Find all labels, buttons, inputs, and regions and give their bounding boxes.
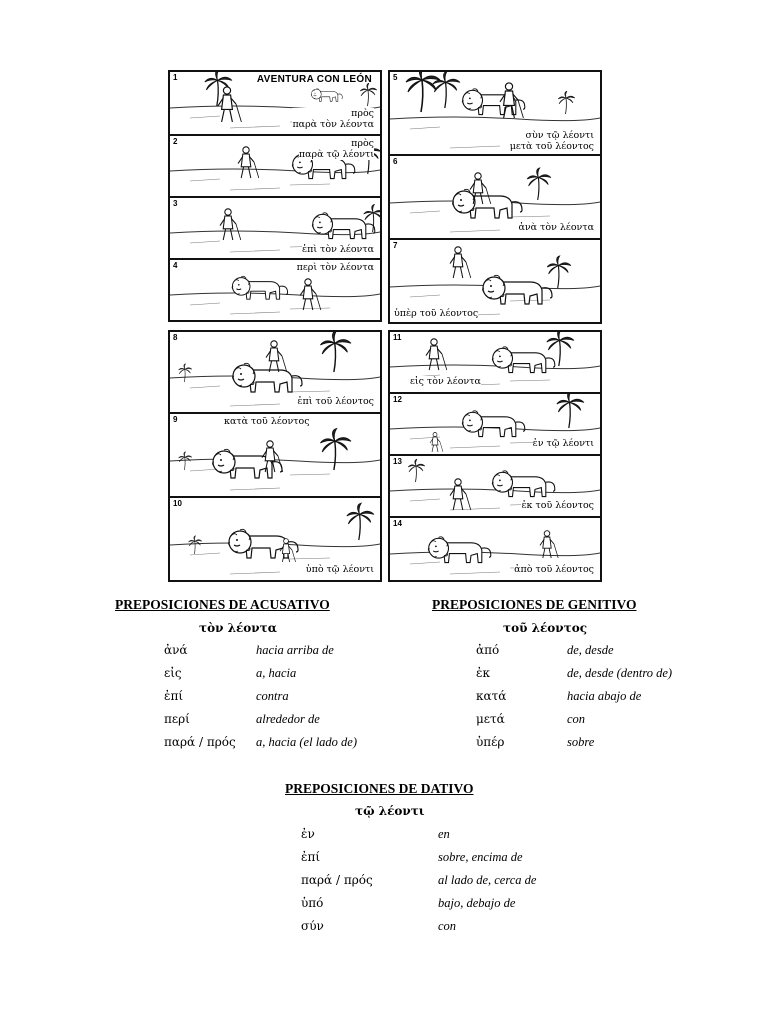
- caption-line: παρὰ τῷ λέοντι: [298, 149, 374, 160]
- preposition-meaning: alrededor de: [256, 712, 320, 726]
- preposition-meaning: sobre: [567, 735, 595, 749]
- preposition-meaning: de, desde (dentro de): [567, 666, 673, 680]
- panel-number: 1: [173, 73, 178, 82]
- comic-panel-5: [388, 70, 602, 156]
- preposition-greek: κατά: [476, 689, 507, 703]
- preposition-greek: περί: [164, 712, 190, 726]
- comic-panel-10: [168, 496, 382, 582]
- preposition-meaning: en: [438, 827, 450, 841]
- panel-number: 10: [173, 499, 182, 508]
- preposition-greek: ἐπί: [164, 689, 184, 703]
- panel-number: 14: [393, 519, 402, 528]
- caption-line: πρὸς: [292, 108, 374, 119]
- caption-line: ὑπὲρ τοῦ λέοντος: [394, 308, 479, 319]
- caption-line: ἐπὶ τὸν λέοντα: [302, 244, 374, 255]
- preposition-greek: εἰς: [164, 666, 182, 680]
- caption-line: σὺν τῷ λέοντι: [510, 130, 594, 141]
- caption-line: ἐκ τοῦ λέοντος: [521, 500, 594, 511]
- preposition-meaning: al lado de, cerca de: [438, 873, 537, 887]
- comic-panel-4: [168, 258, 382, 322]
- preposition-greek: παρά / πρός: [164, 735, 236, 749]
- panel-number: 3: [173, 199, 178, 208]
- acusativo-subtitle: τὸν λέοντα: [199, 621, 277, 635]
- preposition-greek: μετά: [476, 712, 505, 726]
- acusativo-title: PREPOSICIONES DE ACUSATIVO: [115, 597, 330, 612]
- preposition-meaning: hacia abajo de: [567, 689, 642, 703]
- panel-number: 7: [393, 241, 398, 250]
- preposition-greek: ἐν: [301, 827, 315, 841]
- preposition-greek: ἀνά: [164, 643, 188, 657]
- preposition-greek: ὑπό: [301, 896, 324, 910]
- panel-caption: [514, 564, 594, 575]
- preposition-meaning: con: [438, 919, 457, 933]
- caption-line: ἀπὸ τοῦ λέοντος: [514, 564, 594, 575]
- panel-caption: [292, 108, 374, 130]
- panel-caption: [224, 416, 310, 427]
- comic-panel-13: [388, 454, 602, 518]
- panel-caption: [410, 376, 481, 387]
- panel-caption: [297, 396, 374, 407]
- preposition-meaning: de, desde: [567, 643, 614, 657]
- preposition-greek: παρά / πρός: [301, 873, 373, 887]
- panel-number: 12: [393, 395, 402, 404]
- preposition-meaning: a, hacia (el lado de): [256, 735, 358, 749]
- panel-number: 4: [173, 261, 178, 270]
- comic-panel-8: [168, 330, 382, 414]
- preposition-greek: ἐκ: [476, 666, 490, 680]
- caption-line: ἀνὰ τὸν λέοντα: [518, 222, 594, 233]
- comic-title: AVENTURA CON LEÓN: [256, 74, 372, 85]
- comic-panel-9: [168, 412, 382, 498]
- panel-caption: [521, 500, 594, 511]
- preposition-greek: σύν: [301, 919, 324, 933]
- caption-line: εἰς τὸν λέοντα: [410, 376, 481, 387]
- preposition-greek: ὑπέρ: [476, 735, 505, 749]
- panel-number: 8: [173, 333, 178, 342]
- caption-line: ἐν τῷ λέοντι: [532, 438, 594, 449]
- dativo-subtitle: τῷ λέοντι: [355, 804, 425, 818]
- preposition-meaning: a, hacia: [256, 666, 297, 680]
- panel-number: 13: [393, 457, 402, 466]
- genitivo-subtitle: τοῦ λέοντος: [503, 621, 588, 635]
- comic-panel-6: [388, 154, 602, 240]
- panel-number: 5: [393, 73, 398, 82]
- preposition-greek: ἀπό: [476, 643, 500, 657]
- panel-number: 9: [173, 415, 178, 424]
- comic-panel-1: [168, 70, 382, 136]
- comic-panel-14: [388, 516, 602, 582]
- preposition-meaning: bajo, debajo de: [438, 896, 516, 910]
- panel-number: 11: [393, 333, 402, 342]
- panel-caption: [302, 244, 374, 255]
- preposition-meaning: con: [567, 712, 586, 726]
- caption-line: περὶ τὸν λέοντα: [296, 262, 374, 273]
- panel-caption: [299, 138, 374, 160]
- comic-panel-11: [388, 330, 602, 394]
- panel-caption: [306, 564, 374, 575]
- panel-number: 6: [393, 157, 398, 166]
- panel-number: 2: [173, 137, 178, 146]
- caption-line: μετὰ τοῦ λέοντος: [509, 141, 594, 152]
- caption-line: ὑπὸ τῷ λέοντι: [305, 564, 374, 575]
- preposition-meaning: contra: [256, 689, 289, 703]
- genitivo-title: PREPOSICIONES DE GENITIVO: [432, 597, 637, 612]
- preposition-greek: ἐπί: [301, 850, 321, 864]
- dativo-title: PREPOSICIONES DE DATIVO: [285, 781, 474, 796]
- panel-caption: [394, 308, 478, 319]
- panel-caption: [518, 222, 594, 233]
- comic-panel-2: [168, 134, 382, 198]
- preposition-meaning: sobre, encima de: [438, 850, 523, 864]
- panel-caption: [533, 438, 594, 449]
- caption-line: ἐπὶ τοῦ λέοντος: [297, 396, 374, 407]
- panel-caption: [510, 130, 594, 152]
- caption-line: παρὰ τὸν λέοντα: [292, 119, 374, 130]
- caption-line: πρὸς: [299, 138, 374, 149]
- preposition-meaning: hacia arriba de: [256, 643, 334, 657]
- comic-panel-7: [388, 238, 602, 324]
- comic-panel-12: [388, 392, 602, 456]
- panel-caption: [297, 262, 374, 273]
- caption-line: κατὰ τοῦ λέοντος: [224, 416, 310, 427]
- comic-panel-3: [168, 196, 382, 260]
- comic-strip: [168, 70, 602, 582]
